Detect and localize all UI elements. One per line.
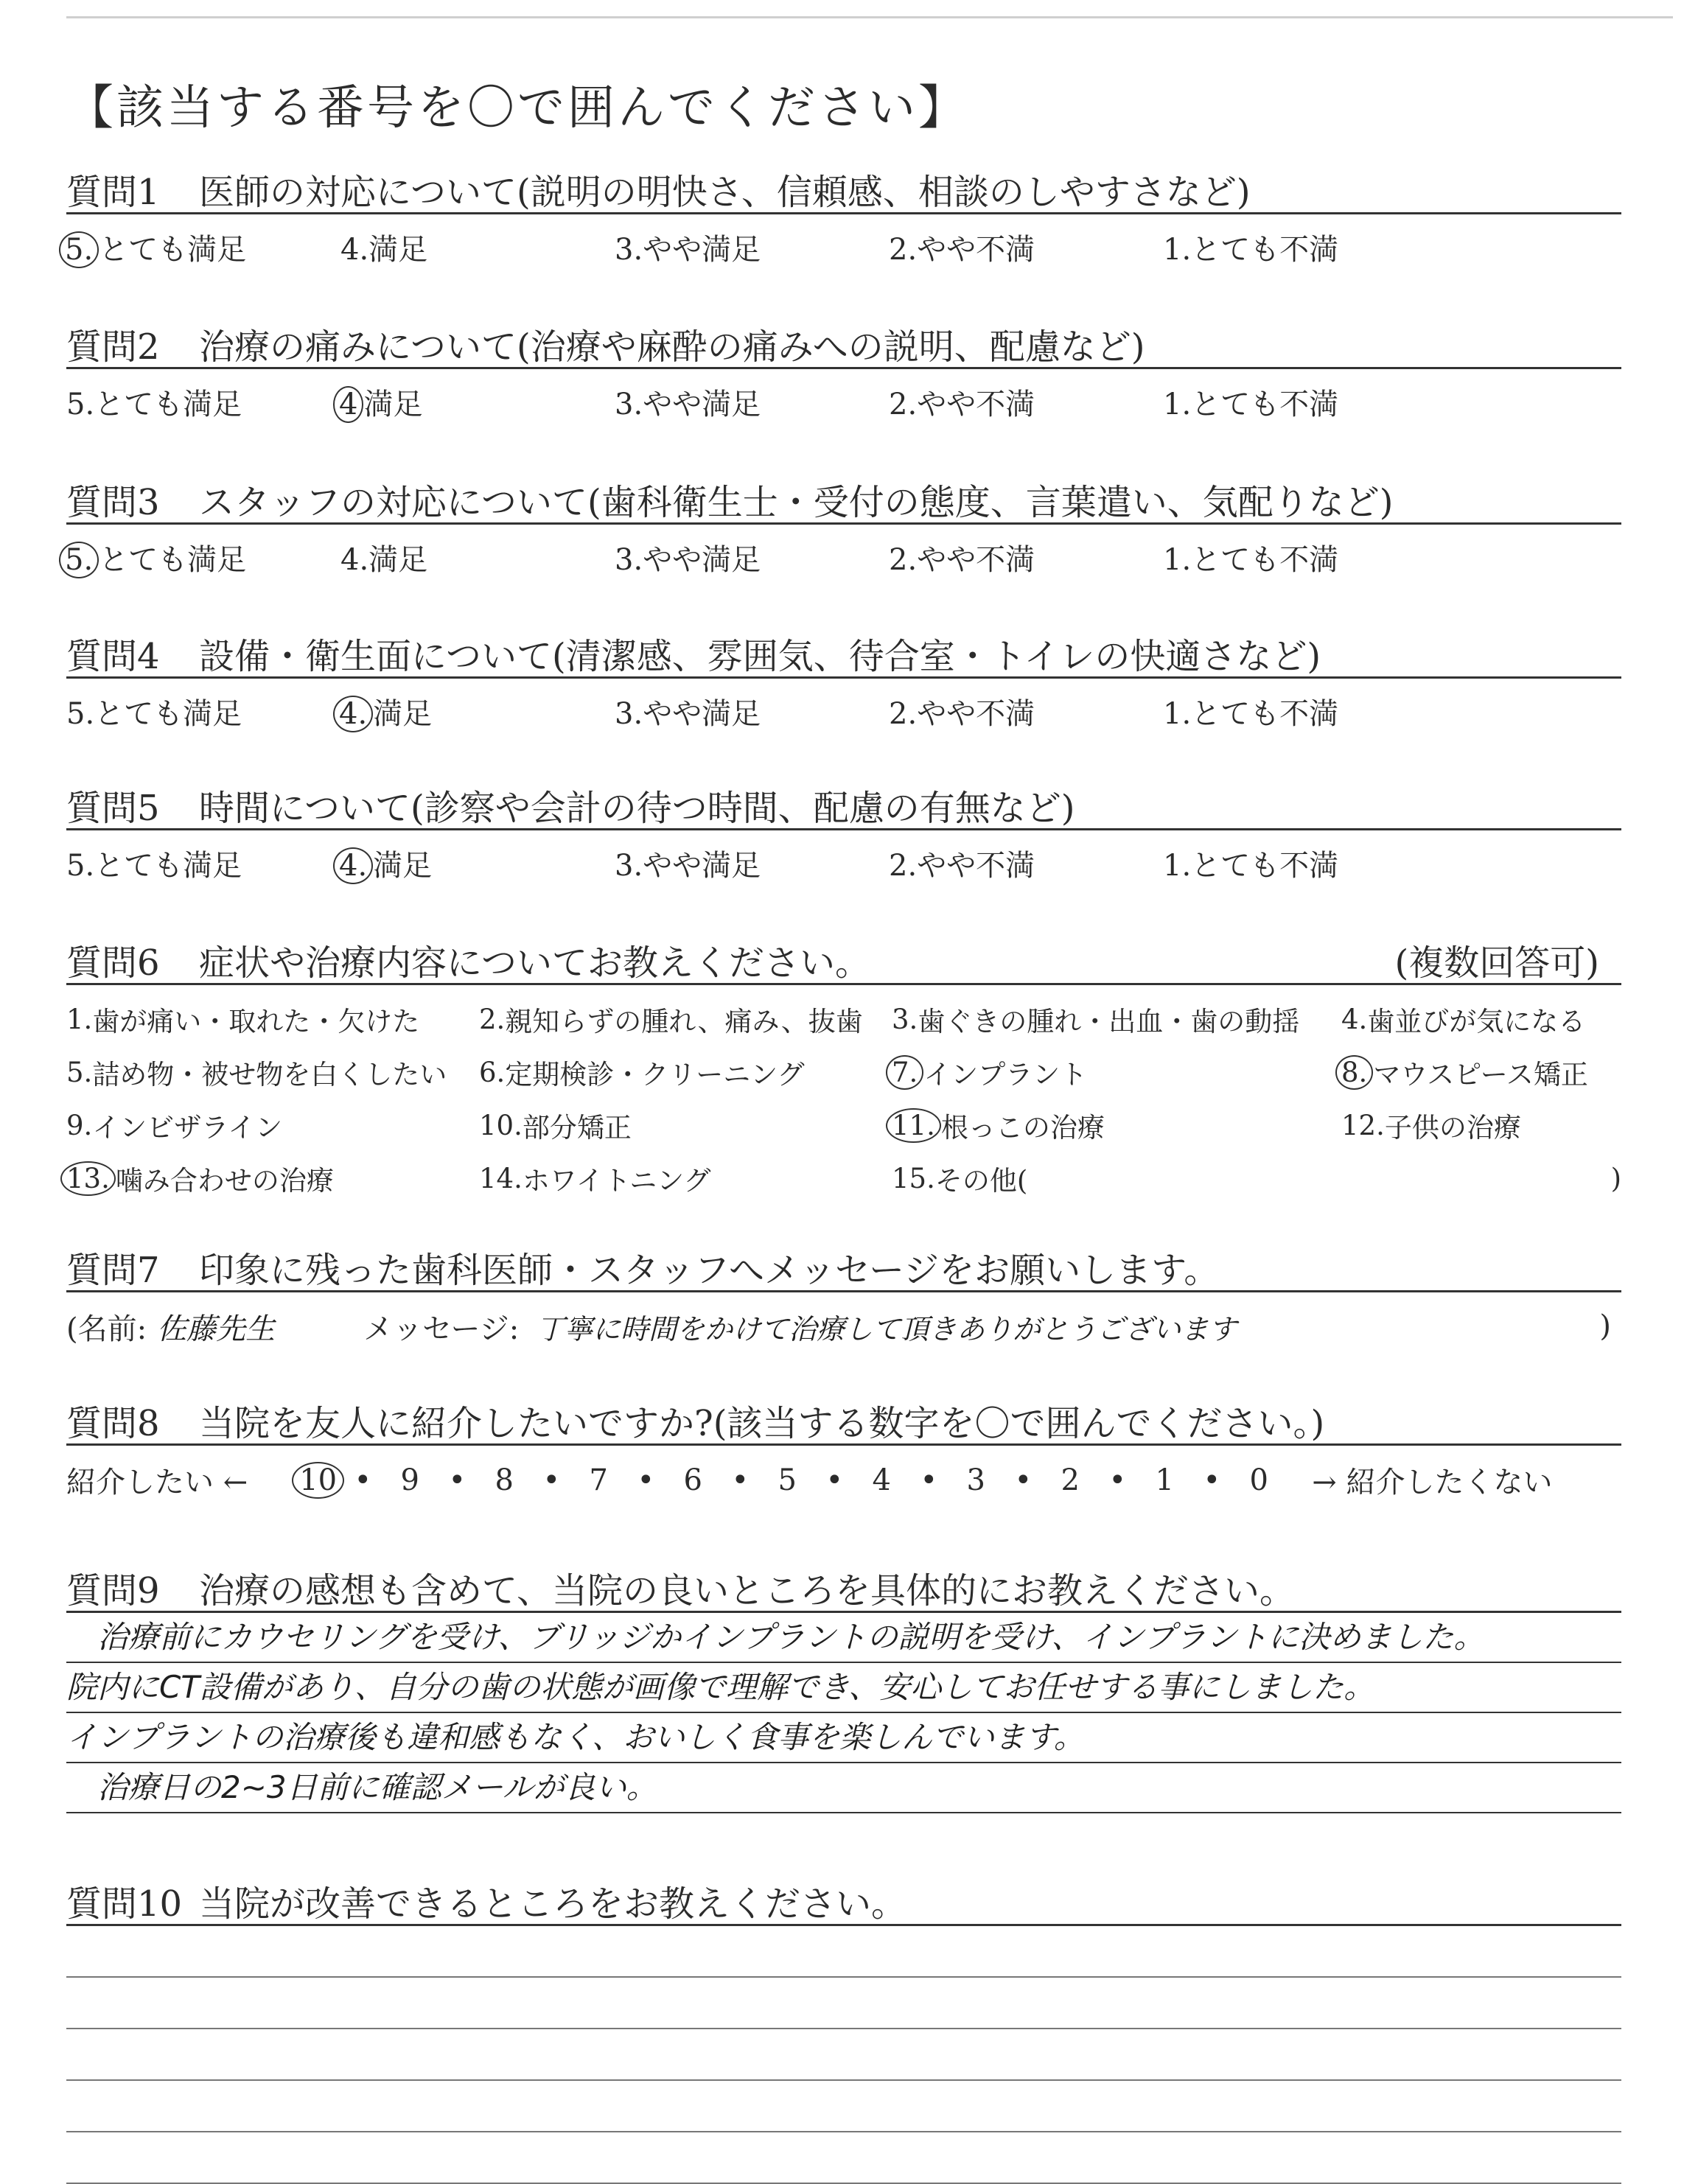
scale-separator: • [637, 1463, 655, 1497]
answer-line[interactable] [66, 2029, 1621, 2081]
symptom-option[interactable] [1341, 1105, 1621, 1146]
option-number: 13. [60, 1161, 116, 1196]
scale-left-label: 紹介したい ← [66, 1466, 248, 1499]
rating-options [66, 379, 1621, 424]
option-number: 10. [479, 1109, 523, 1141]
question-label: 質問10 [66, 1883, 183, 1925]
rating-option[interactable] [889, 381, 1163, 423]
scale-separator: • [354, 1463, 372, 1497]
option-label: とても満足 [94, 696, 242, 731]
option-number: 7. [886, 1055, 923, 1090]
option-label: とても満足 [94, 848, 242, 883]
scale-value[interactable] [764, 1463, 811, 1497]
option-number: 1. [1163, 696, 1192, 731]
symptom-option[interactable] [1341, 998, 1621, 1040]
option-number: 15. [892, 1162, 935, 1194]
rating-option[interactable] [615, 226, 889, 268]
symptom-option[interactable] [892, 1105, 1341, 1146]
scale-value[interactable] [481, 1463, 528, 1497]
symptom-option[interactable] [1341, 1158, 1621, 1199]
option-label: 詰め物・被せ物を白くしたい [92, 1059, 447, 1091]
scale-separator: • [731, 1463, 750, 1497]
option-label: やや不満 [917, 542, 1035, 577]
symptom-option[interactable] [66, 1158, 479, 1199]
option-label: 子供の治療 [1384, 1112, 1521, 1144]
question-1 [66, 164, 1621, 269]
option-label: 満足 [368, 542, 428, 577]
scale-number: 10 [292, 1462, 344, 1499]
question-10 [66, 1875, 1621, 2184]
rating-option[interactable] [340, 226, 615, 268]
question-label: 質問5 [66, 788, 160, 829]
symptom-option[interactable] [66, 998, 479, 1040]
option-label: やや満足 [643, 387, 761, 421]
question-label: 質問9 [66, 1570, 160, 1611]
scale-number: 8 [495, 1463, 514, 1497]
option-number: 5. [59, 542, 99, 578]
comment-line: 治療前にカウセリングを受け、ブリッジかインプラントの説明を受け、インプラントに決めました。 [66, 1613, 1621, 1663]
option-label: マウスピース矯正 [1373, 1059, 1588, 1091]
question-label: 質問2 [66, 326, 160, 368]
question-label: 質問8 [66, 1403, 160, 1444]
rating-option[interactable] [66, 842, 340, 884]
option-label: とても不満 [1191, 696, 1339, 731]
scale-value[interactable] [669, 1463, 716, 1497]
scale-value[interactable] [575, 1463, 622, 1497]
scale-value[interactable] [386, 1463, 433, 1497]
option-number: 6. [479, 1056, 506, 1088]
option-label: とても満足 [99, 232, 247, 267]
rating-option[interactable] [1163, 690, 1437, 732]
recommend-scale [66, 1459, 1621, 1501]
option-label: 親知らずの腫れ、痛み、抜歯 [505, 1006, 863, 1037]
question-4 [66, 628, 1621, 733]
question-text: 治療の感想も含めて、当院の良いところを具体的にお教えください。 [199, 1570, 1296, 1611]
rating-option[interactable] [1163, 226, 1437, 268]
symptom-option[interactable] [479, 1051, 892, 1093]
symptom-option[interactable] [479, 1158, 892, 1199]
option-number: 1. [66, 1003, 93, 1035]
option-number: 1. [1163, 848, 1192, 883]
option-number: 4. [1341, 1003, 1368, 1035]
option-number: 4. [333, 847, 373, 884]
scale-number: 9 [400, 1463, 419, 1497]
symptom-option[interactable] [1341, 1051, 1621, 1093]
scale-separator: • [1014, 1463, 1033, 1497]
rating-option[interactable] [615, 536, 889, 578]
option-number: 2. [479, 1003, 506, 1035]
rating-option[interactable] [889, 226, 1163, 268]
question-3 [66, 474, 1621, 579]
option-number: 3. [615, 387, 643, 421]
answer-line[interactable] [66, 2081, 1621, 2132]
rating-option[interactable] [615, 842, 889, 884]
scale-right-label: → 紹介したくない [1312, 1466, 1553, 1499]
answer-line[interactable] [66, 2132, 1621, 2184]
rating-options [66, 535, 1621, 579]
option-number: 11. [886, 1108, 941, 1143]
option-label: とても不満 [1191, 232, 1339, 267]
option-label: 歯ぐきの腫れ・出血・歯の動揺 [918, 1006, 1300, 1037]
message-row [66, 1303, 1621, 1350]
rating-option[interactable] [66, 381, 340, 423]
rating-option[interactable] [340, 536, 615, 578]
rating-option[interactable] [66, 690, 340, 732]
question-9 [66, 1562, 1621, 1813]
message-value: 丁寧に時間をかけて治療して頂きありがとうございます [537, 1312, 1237, 1345]
option-number: 3. [615, 696, 643, 731]
option-label: やや満足 [643, 232, 761, 267]
option-label: やや不満 [917, 848, 1035, 883]
option-number: 12. [1341, 1109, 1385, 1141]
rating-option[interactable] [1163, 536, 1437, 578]
question-header [66, 164, 1621, 212]
option-number: 14. [479, 1162, 523, 1194]
option-number: 4. [340, 542, 369, 577]
question-8 [66, 1395, 1621, 1501]
question-header [66, 628, 1621, 676]
rating-option[interactable] [615, 690, 889, 732]
option-number: 4 [333, 386, 363, 423]
page-title: 【該当する番号を〇で囲んでください】 [66, 81, 968, 136]
top-border [66, 16, 1673, 18]
scale-value[interactable] [1047, 1463, 1094, 1497]
question-5 [66, 780, 1621, 885]
symptom-option[interactable] [66, 1051, 479, 1093]
scale-value[interactable] [858, 1463, 905, 1497]
option-label: とても不満 [1191, 542, 1339, 577]
option-label: とても満足 [99, 542, 247, 577]
scale-value[interactable] [1235, 1463, 1282, 1497]
rating-option[interactable] [1163, 842, 1437, 884]
question-text: 症状や治療内容についてお教えください。 [199, 942, 871, 984]
symptom-option[interactable] [892, 1158, 1341, 1199]
rating-options [66, 225, 1621, 269]
option-label: 歯並びが気になる [1367, 1006, 1586, 1037]
option-number: 3. [615, 542, 643, 577]
answer-line[interactable] [66, 1978, 1621, 2029]
rating-option[interactable] [340, 381, 615, 423]
scale-separator: • [448, 1463, 467, 1497]
comment-line: インプラントの治療後も違和感もなく、おいしく食事を楽しんでいます。 [66, 1713, 1621, 1763]
symptom-options [66, 998, 1621, 1199]
question-text: 設備・衛生面について(清潔感、雰囲気、待合室・トイレの快適さなど) [199, 636, 1321, 677]
rating-option[interactable] [889, 536, 1163, 578]
rating-option[interactable] [66, 536, 340, 578]
scale-number: 7 [589, 1463, 608, 1497]
option-number: 2. [889, 696, 918, 731]
option-label: 噛み合わせの治療 [115, 1165, 334, 1197]
option-number: 1. [1163, 232, 1192, 267]
question-note: (複数回答可) [1394, 942, 1599, 984]
rating-option[interactable] [889, 842, 1163, 884]
question-label: 質問4 [66, 636, 160, 677]
question-header [66, 318, 1621, 367]
question-text: 当院を友人に紹介したいですか?(該当する数字を〇で囲んでください。) [199, 1403, 1325, 1444]
option-label: 満足 [373, 696, 433, 731]
question-header [66, 474, 1621, 522]
message-close: ) [1599, 1309, 1611, 1343]
answer-line[interactable] [66, 1926, 1621, 1978]
symptom-option[interactable] [479, 1105, 892, 1146]
rating-option[interactable] [615, 381, 889, 423]
question-7 [66, 1242, 1621, 1350]
option-label: 部分矯正 [522, 1112, 632, 1144]
option-number: 4. [340, 232, 369, 267]
scale-number: 1 [1155, 1463, 1174, 1497]
rating-option[interactable] [66, 226, 340, 268]
question-text: 医師の対応について(説明の明快さ、信頼感、相談のしやすさなど) [199, 172, 1251, 213]
question-label: 質問6 [66, 942, 160, 984]
question-6 [66, 934, 1621, 1199]
option-label: 定期検診・クリーニング [505, 1059, 805, 1091]
option-number: 9. [66, 1109, 93, 1141]
scale-separator: • [542, 1463, 561, 1497]
rating-options [66, 689, 1621, 733]
option-label: ホワイトニング [522, 1165, 711, 1197]
rating-option[interactable] [889, 690, 1163, 732]
scale-separator: • [1108, 1463, 1127, 1497]
option-number: 3. [892, 1003, 918, 1035]
option-label: 歯が痛い・取れた・欠けた [92, 1006, 420, 1037]
option-label: やや満足 [643, 696, 761, 731]
option-number: 2. [889, 848, 918, 883]
question-label: 質問1 [66, 172, 160, 213]
improvement-lines [66, 1926, 1621, 2184]
rating-options [66, 841, 1621, 885]
question-text: スタッフの対応について(歯科衛生士・受付の態度、言葉遣い、気配りなど) [199, 482, 1394, 523]
option-label: ) [1610, 1162, 1621, 1194]
question-text: 治療の痛みについて(治療や麻酔の痛みへの説明、配慮など) [199, 326, 1145, 368]
scale-number: 6 [683, 1463, 702, 1497]
question-label: 質問3 [66, 482, 160, 523]
name-label: (名前: [66, 1312, 147, 1346]
symptom-option[interactable] [892, 1051, 1341, 1093]
comment-line: 院内にCT設備があり、自分の歯の状態が画像で理解でき、安心してお任せする事にしました。 [66, 1663, 1621, 1713]
option-label: とても不満 [1191, 848, 1339, 883]
scale-value[interactable] [1141, 1463, 1188, 1497]
name-value: 佐藤先生 [157, 1312, 276, 1346]
option-number: 3. [615, 848, 643, 883]
symptom-option[interactable] [66, 1105, 479, 1146]
comment-lines [66, 1613, 1621, 1813]
question-header [66, 780, 1621, 828]
option-number: 2. [889, 542, 918, 577]
option-label: 満足 [373, 848, 433, 883]
option-label: その他( [934, 1165, 1028, 1197]
symptom-option[interactable] [892, 998, 1341, 1040]
option-number: 4. [333, 696, 373, 732]
option-label: 満足 [363, 387, 423, 421]
option-label: やや不満 [917, 387, 1035, 421]
question-text: 時間について(診察や会計の待つ時間、配慮の有無など) [199, 788, 1075, 829]
question-text: 当院が改善できるところをお教えください。 [199, 1883, 907, 1925]
option-label: 根っこの治療 [940, 1112, 1105, 1144]
scale-number: 5 [778, 1463, 797, 1497]
scale-separator: • [920, 1463, 938, 1497]
option-number: 5. [59, 231, 99, 268]
option-number: 3. [615, 232, 643, 267]
option-number: 5. [66, 848, 95, 883]
option-number: 8. [1335, 1055, 1373, 1090]
message-label: メッセージ: [363, 1312, 520, 1346]
question-2 [66, 318, 1621, 424]
option-number: 2. [889, 387, 918, 421]
scale-separator: • [1203, 1463, 1221, 1497]
option-label: やや不満 [917, 232, 1035, 267]
symptom-option[interactable] [479, 998, 892, 1040]
rating-option[interactable] [1163, 381, 1437, 423]
scale-value[interactable] [952, 1463, 999, 1497]
scale-value[interactable] [292, 1462, 339, 1499]
option-number: 1. [1163, 387, 1192, 421]
option-label: とても不満 [1191, 387, 1339, 421]
scale-separator: • [825, 1463, 844, 1497]
scale-number: 4 [872, 1463, 891, 1497]
option-number: 2. [889, 232, 918, 267]
scale-number: 0 [1249, 1463, 1268, 1497]
question-text: 印象に残った歯科医師・スタッフへメッセージをお願いします。 [199, 1250, 1220, 1291]
scale-number: 2 [1061, 1463, 1080, 1497]
option-number: 5. [66, 1056, 93, 1088]
option-label: やや満足 [643, 542, 761, 577]
scale-number: 3 [966, 1463, 985, 1497]
option-number: 5. [66, 696, 95, 731]
option-label: インプラント [923, 1059, 1088, 1091]
option-number: 5. [66, 387, 95, 421]
option-label: 満足 [368, 232, 428, 267]
option-label: インビザライン [92, 1112, 283, 1144]
option-label: やや不満 [917, 696, 1035, 731]
rating-option[interactable] [340, 690, 615, 732]
option-label: やや満足 [643, 848, 761, 883]
question-label: 質問7 [66, 1250, 160, 1291]
option-label: とても満足 [94, 387, 242, 421]
comment-line: 治療日の2~3日前に確認メールが良い。 [66, 1763, 1621, 1813]
option-number: 1. [1163, 542, 1192, 577]
rating-option[interactable] [340, 842, 615, 884]
